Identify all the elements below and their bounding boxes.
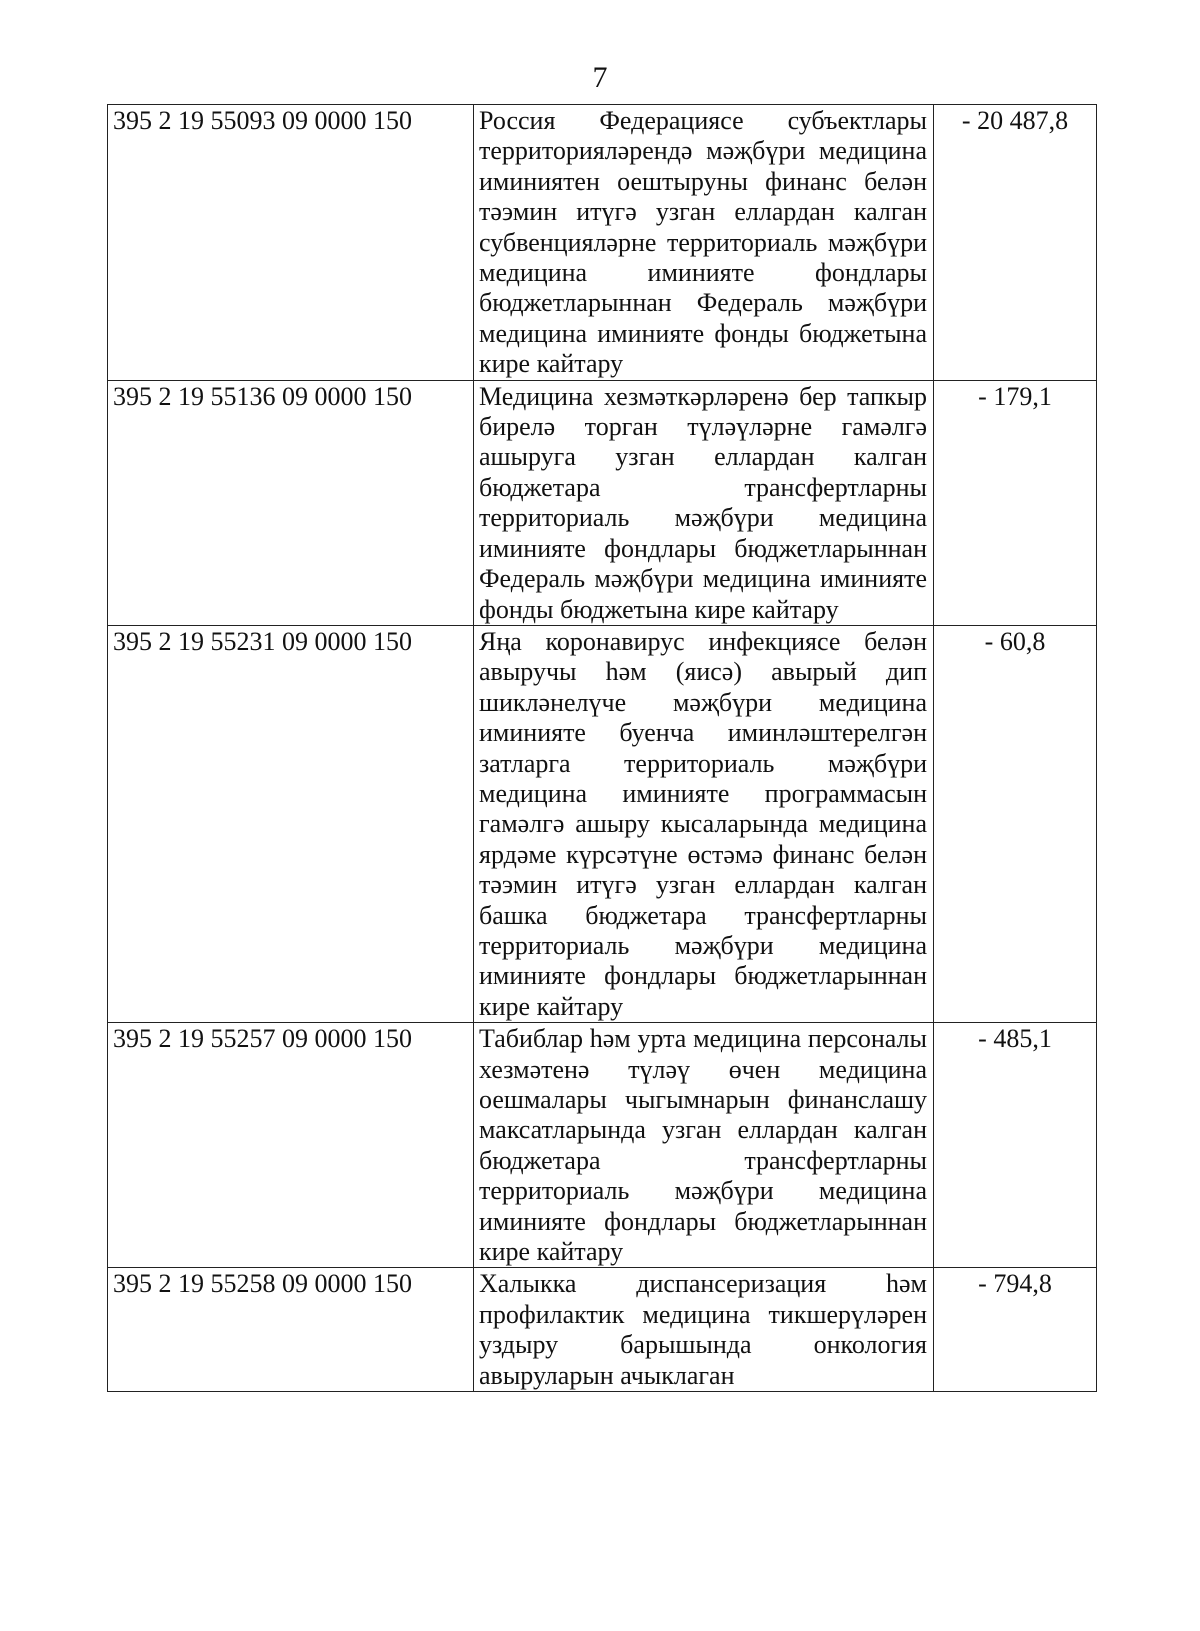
budget-table: [107, 104, 1097, 1392]
amount-cell: - 485,1: [934, 1023, 1097, 1268]
description-cell: Яңа коронавирус инфекциясе белән авыручы һәм (яисә) авырый дип шикләнелүче мәҗбүри медицина иминияте буенча иминләштерелгән затларга территориаль мәҗбүри медицина иминияте программасын гамәлгә ашыру кысаларында медицина ярдәме күрсәтүне өстәмә финанс белән тәэмин итүгә узган еллардан калган башка бюджетара трансфертларны территориаль мәҗбүри медицина иминияте фондлары бюджетларыннан кире кайтару: [474, 625, 934, 1022]
page-number: 7: [592, 61, 608, 94]
table-row: [108, 105, 1097, 381]
budget-code-cell: 395 2 19 55093 09 0000 150: [108, 105, 474, 381]
description-cell: Россия Федерациясе субъектлары территорияләрендә мәҗбүри медицина иминиятен оештыруны финанс белән тәэмин итүгә узган еллардан калган субвенцияләрне территориаль мәҗбүри медицина иминияте фондлары бюджетларыннан Федераль мәҗбүри медицина иминияте фонды бюджетына кире кайтару: [474, 105, 934, 381]
budget-code-cell: 395 2 19 55258 09 0000 150: [108, 1268, 474, 1392]
budget-code-cell: 395 2 19 55257 09 0000 150: [108, 1023, 474, 1268]
table-row: [108, 1023, 1097, 1268]
budget-code-cell: 395 2 19 55231 09 0000 150: [108, 625, 474, 1022]
description-cell: Табиблар һәм урта медицина персоналы хезмәтенә түләү өчен медицина оешмалары чыгымнарын финанслашу максатларында узган еллардан калган бюджетара трансфертларны территориаль мәҗбүри медицина иминияте фондлары бюджетларыннан кире кайтару: [474, 1023, 934, 1268]
budget-code-cell: 395 2 19 55136 09 0000 150: [108, 380, 474, 625]
description-cell: Халыкка диспансеризация һәм профилактик медицина тикшерүләрен уздыру барышында онкология авыруларын ачыклаган: [474, 1268, 934, 1392]
amount-cell: - 60,8: [934, 625, 1097, 1022]
table-row: [108, 1268, 1097, 1392]
amount-cell: - 794,8: [934, 1268, 1097, 1392]
amount-cell: - 20 487,8: [934, 105, 1097, 381]
table-row: [108, 625, 1097, 1022]
description-cell: Медицина хезмәткәрләренә бер тапкыр бирелә торган түләүләрне гамәлгә ашыруга узган еллардан калган бюджетара трансфертларны территориаль мәҗбүри медицина иминияте фондлары бюджетларыннан Федераль мәҗбүри медицина иминияте фонды бюджетына кире кайтару: [474, 380, 934, 625]
table-row: [108, 380, 1097, 625]
amount-cell: - 179,1: [934, 380, 1097, 625]
